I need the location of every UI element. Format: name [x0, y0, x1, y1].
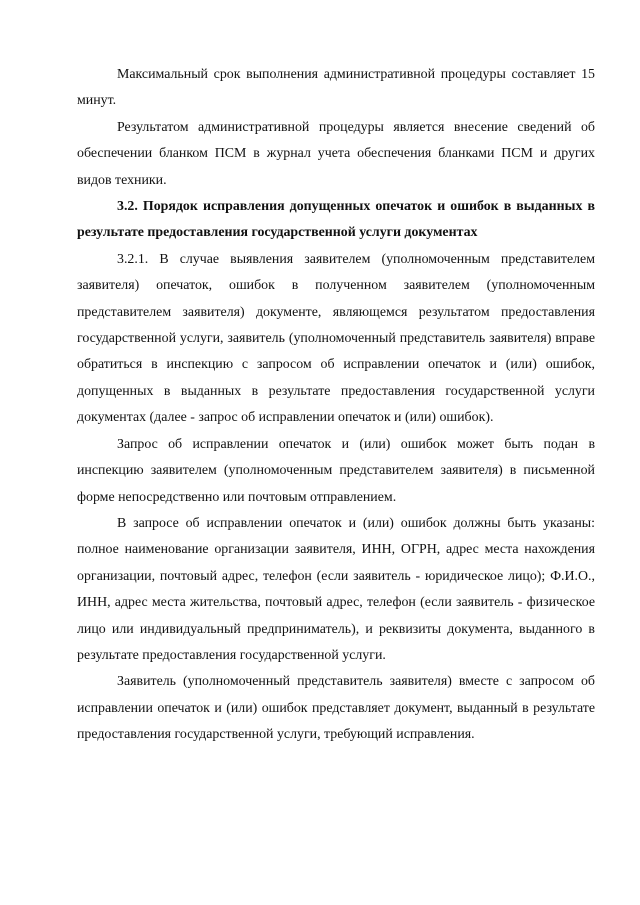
section-heading-3-2: 3.2. Порядок исправления допущенных опечаток и ошибок в выданных в результате предоставления государственной услуги документах	[77, 199, 595, 241]
document-page	[77, 62, 595, 749]
paragraph-request-submission: Запрос об исправлении опечаток и (или) ошибок может быть подан в инспекцию заявителем (уполномоченным представителем заявителя) в письменной форме непосредственно или почтовым отправлением.	[77, 436, 595, 505]
paragraph-document-attachment: Заявитель (уполномоченный представитель заявителя) вместе с запросом об исправлении опечаток и (или) ошибок представляет документ, выданный в результате предоставления государственной услуги, требующий исправления.	[77, 674, 595, 743]
paragraph-processing-time: Максимальный срок выполнения административной процедуры составляет 15 минут.	[77, 67, 595, 109]
paragraph-3-2-1: 3.2.1. В случае выявления заявителем (уполномоченным представителем заявителя) опечаток, ошибок в полученном заявителем (уполномоченным представителем заявителя) документе, являющемся результатом предоставления государственной услуги, заявитель (уполномоченный представитель заявителя) вправе обратиться в инспекцию с запросом об исправлении опечаток и (или) ошибок, допущенных в выданных в результате предоставления государственной услуги документах (далее - запрос об исправлении опечаток и (или) ошибок).	[77, 251, 595, 426]
paragraph-procedure-result: Результатом административной процедуры является внесение сведений об обеспечении бланком ПСМ в журнал учета обеспечения бланками ПСМ и других видов техники.	[77, 119, 595, 188]
paragraph-request-contents: В запросе об исправлении опечаток и (или) ошибок должны быть указаны: полное наименование организации заявителя, ИНН, ОГРН, адрес места нахождения организации, почтовый адрес, телефон (если заявитель - юридическое лицо); Ф.И.О., ИНН, адрес места жительства, почтовый адрес, телефон (если заявитель - физическое лицо или индивидуальный предприниматель), и реквизиты документа, выданного в результате предоставления государственной услуги.	[77, 515, 595, 663]
